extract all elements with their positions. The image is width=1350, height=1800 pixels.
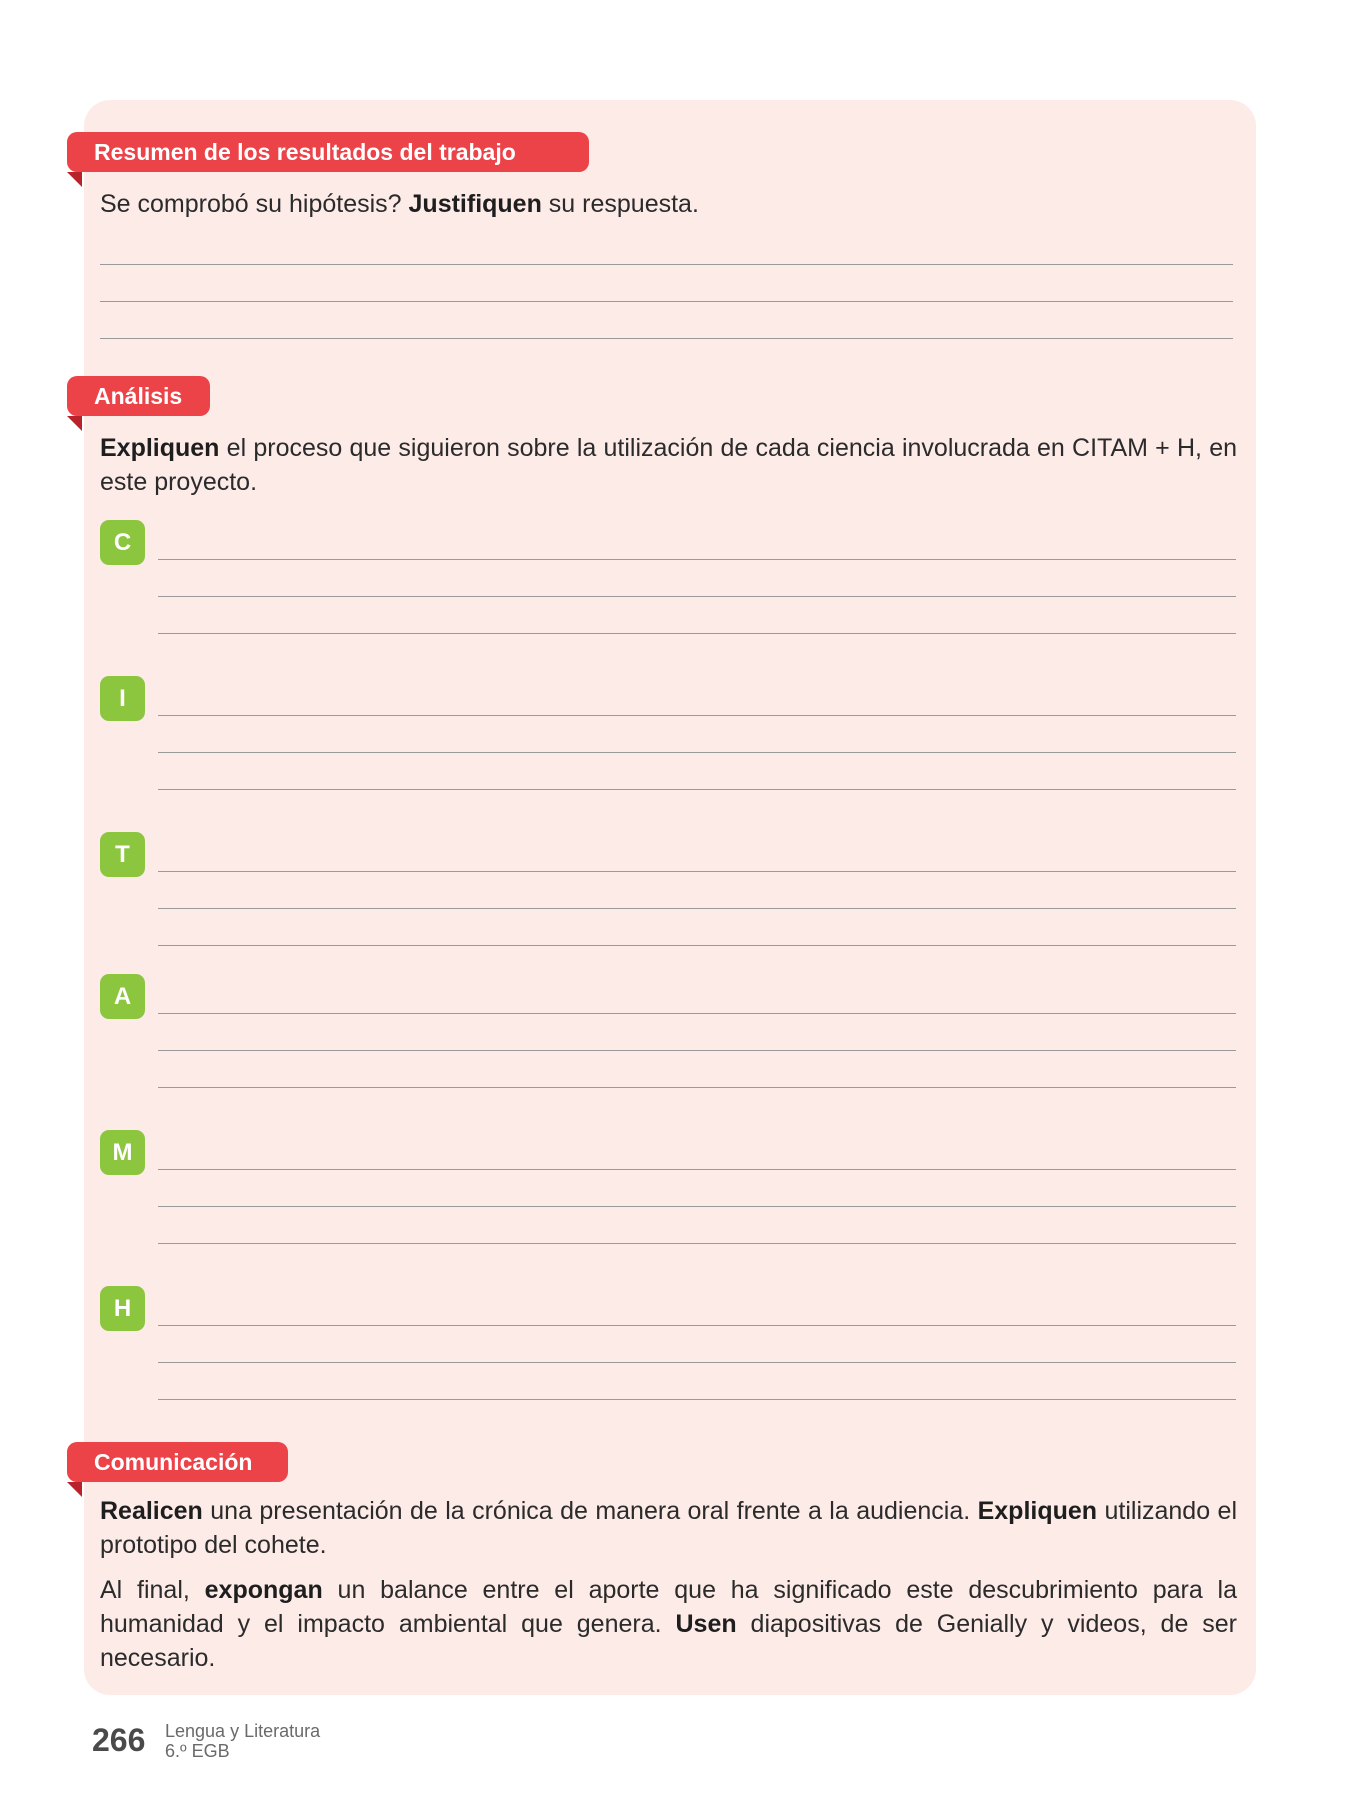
answer-line-h[interactable]	[158, 1325, 1236, 1326]
answer-line-a[interactable]	[158, 1050, 1236, 1051]
comunicacion-paragraph-2	[100, 1573, 1237, 1675]
analisis-prompt	[100, 431, 1237, 499]
answer-line-m[interactable]	[158, 1169, 1236, 1170]
letter-badge-t: T	[100, 832, 145, 877]
answer-line-h[interactable]	[158, 1362, 1236, 1363]
letter-badge-i: I	[100, 676, 145, 721]
answer-line-t[interactable]	[158, 871, 1236, 872]
resumen-prompt-text-2: su respuesta.	[541, 190, 699, 218]
answer-line-h[interactable]	[158, 1399, 1236, 1400]
answer-line-i[interactable]	[158, 715, 1236, 716]
footer-subject: Lengua y Literatura	[165, 1721, 321, 1741]
answer-line-t[interactable]	[158, 908, 1236, 909]
answer-line-i[interactable]	[158, 789, 1236, 790]
letter-badge-m: M	[100, 1130, 145, 1175]
resumen-answer-line[interactable]	[100, 338, 1233, 339]
comunicacion-text: diapositivas de Genially y videos, de ser necesario.	[100, 1610, 1237, 1672]
analisis-prompt-bold: Expliquen	[100, 434, 220, 462]
letter-badge-h: H	[100, 1286, 145, 1331]
footer-grade: 6.º EGB	[165, 1741, 230, 1761]
comunicacion-bold: expongan	[204, 1576, 323, 1604]
comunicacion-text: Al final,	[100, 1576, 205, 1604]
comunicacion-paragraph-1	[100, 1494, 1237, 1562]
comunicacion-bold: Usen	[675, 1610, 737, 1638]
resumen-prompt-text-1: Se comprobó su hipótesis?	[100, 190, 409, 218]
section-tag-resumen: Resumen de los resultados del trabajo	[67, 132, 589, 172]
resumen-prompt	[100, 187, 699, 221]
page-number: 266	[92, 1722, 146, 1758]
comunicacion-bold: Realicen	[100, 1497, 203, 1525]
answer-line-a[interactable]	[158, 1013, 1236, 1014]
section-tag-analisis: Análisis	[67, 376, 210, 416]
resumen-answer-line[interactable]	[100, 301, 1233, 302]
answer-line-c[interactable]	[158, 596, 1236, 597]
answer-line-c[interactable]	[158, 633, 1236, 634]
comunicacion-bold: Expliquen	[977, 1497, 1098, 1525]
answer-line-m[interactable]	[158, 1206, 1236, 1207]
letter-badge-c: C	[100, 520, 145, 565]
comunicacion-text: un balance entre el aporte que ha significado este descubrimiento para la humanidad y el impacto ambiental que genera.	[100, 1576, 1238, 1638]
letter-badge-a: A	[100, 974, 145, 1019]
answer-line-m[interactable]	[158, 1243, 1236, 1244]
analisis-prompt-text: el proceso que siguieron sobre la utilización de cada ciencia involucrada en CITAM + H, en este proyecto.	[100, 434, 1237, 496]
section-tag-comunicacion: Comunicación	[67, 1442, 288, 1482]
answer-line-t[interactable]	[158, 945, 1236, 946]
resumen-answer-line[interactable]	[100, 264, 1233, 265]
answer-line-a[interactable]	[158, 1087, 1236, 1088]
comunicacion-text: utilizando el prototipo del cohete.	[100, 1497, 1237, 1559]
resumen-prompt-bold: Justifiquen	[408, 190, 542, 218]
answer-line-i[interactable]	[158, 752, 1236, 753]
answer-line-c[interactable]	[158, 559, 1236, 560]
comunicacion-text: una presentación de la crónica de manera oral frente a la audiencia.	[202, 1497, 978, 1525]
